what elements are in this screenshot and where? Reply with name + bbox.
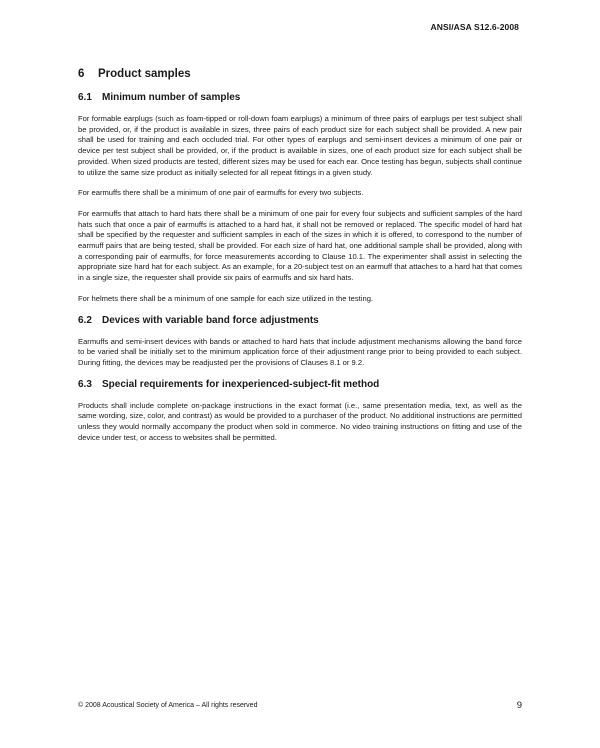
paragraph: For earmuffs that attach to hard hats there shall be a minimum of one pair for every four subjects and sufficient samples of the hard hats such that once a pair of earmuffs is attached to a hard hat, it shall not be removed or replaced. The specific model of hard hat shall be specified by the requester and sufficient samples in each of the sizes in which it is offered, to correspond to the number of earmuff pairs that are being tested, shall be provided. For each size of hard hat, one additional sample shall be provided, along with a corresponding pair of earmuffs, for force measurements according to Clause 10.1. The experimenter shall assist in selecting the appropriate size hard hat for each subject. As an example, for a 20-subject test on an earmuff that attaches to a hard hat that comes in a single size, the requester shall provide six pairs of earmuffs and six hard hats. <box>78 208 522 283</box>
subsection-title: Minimum number of samples <box>102 92 241 103</box>
standard-id: ANSI/ASA S12.6-2008 <box>430 22 519 32</box>
subsection-6-2-heading <box>78 315 522 326</box>
subsection-6-1-heading <box>78 92 522 103</box>
subsection-title: Devices with variable band force adjustments <box>102 314 319 326</box>
page-number: 9 <box>516 700 522 711</box>
subsection-number: 6.2 <box>78 314 92 326</box>
section-title: Product samples <box>98 68 191 80</box>
page-content <box>78 68 522 453</box>
subsection-number: 6.3 <box>78 378 92 390</box>
copyright-notice: © 2008 Acoustical Society of America – All rights reserved <box>78 702 258 709</box>
section-number: 6 <box>78 68 85 80</box>
paragraph: For earmuffs there shall be a minimum of one pair of earmuffs for every two subjects. <box>78 188 364 198</box>
paragraph: Products shall include complete on-package instructions in the exact format (i.e., same presentation media, text, as well as the same wording, size, color, and contrast) as would be provided to a purchaser of the product. No additional instructions are permitted unless they would normally accompany the product when sold in commerce. No video training instructions on fitting and use of the device under test, or access to websites shall be permitted. <box>78 400 522 442</box>
subsection-title: Special requirements for inexperienced-subject-fit method <box>102 378 380 390</box>
paragraph: Earmuffs and semi-insert devices with bands or attached to hard hats that include adjustment mechanisms allowing the band force to be varied shall be initially set to the minimum application force of their adjustment range prior to being provided to each subject. During fitting, the devices may be readjusted per the provisions of Clauses 8.1 or 9.2. <box>78 336 522 367</box>
paragraph: For helmets there shall be a minimum of one sample for each size utilized in the testing. <box>78 293 374 303</box>
paragraph: For formable earplugs (such as foam-tipped or roll-down foam earplugs) a minimum of three pairs of earplugs per test subject shall be provided, or, if the product is available in sizes, three pairs of each product size for each subject shall be provided. A new pair shall be used for training and each occluded trial. For other types of earplugs and semi-insert devices a minimum of one pair or device per test subject shall be provided, or, if the product is available in sizes, one of each product size for each subject shall be provided. When sized products are tested, different sizes may be used for each ear. Once testing has begun, subjects shall continue to utilize the same size product as initially selected for all repeat fittings in a given study. <box>78 114 522 177</box>
subsection-number: 6.1 <box>78 92 92 103</box>
section-6-heading <box>78 68 522 80</box>
subsection-6-3-heading <box>78 379 522 390</box>
